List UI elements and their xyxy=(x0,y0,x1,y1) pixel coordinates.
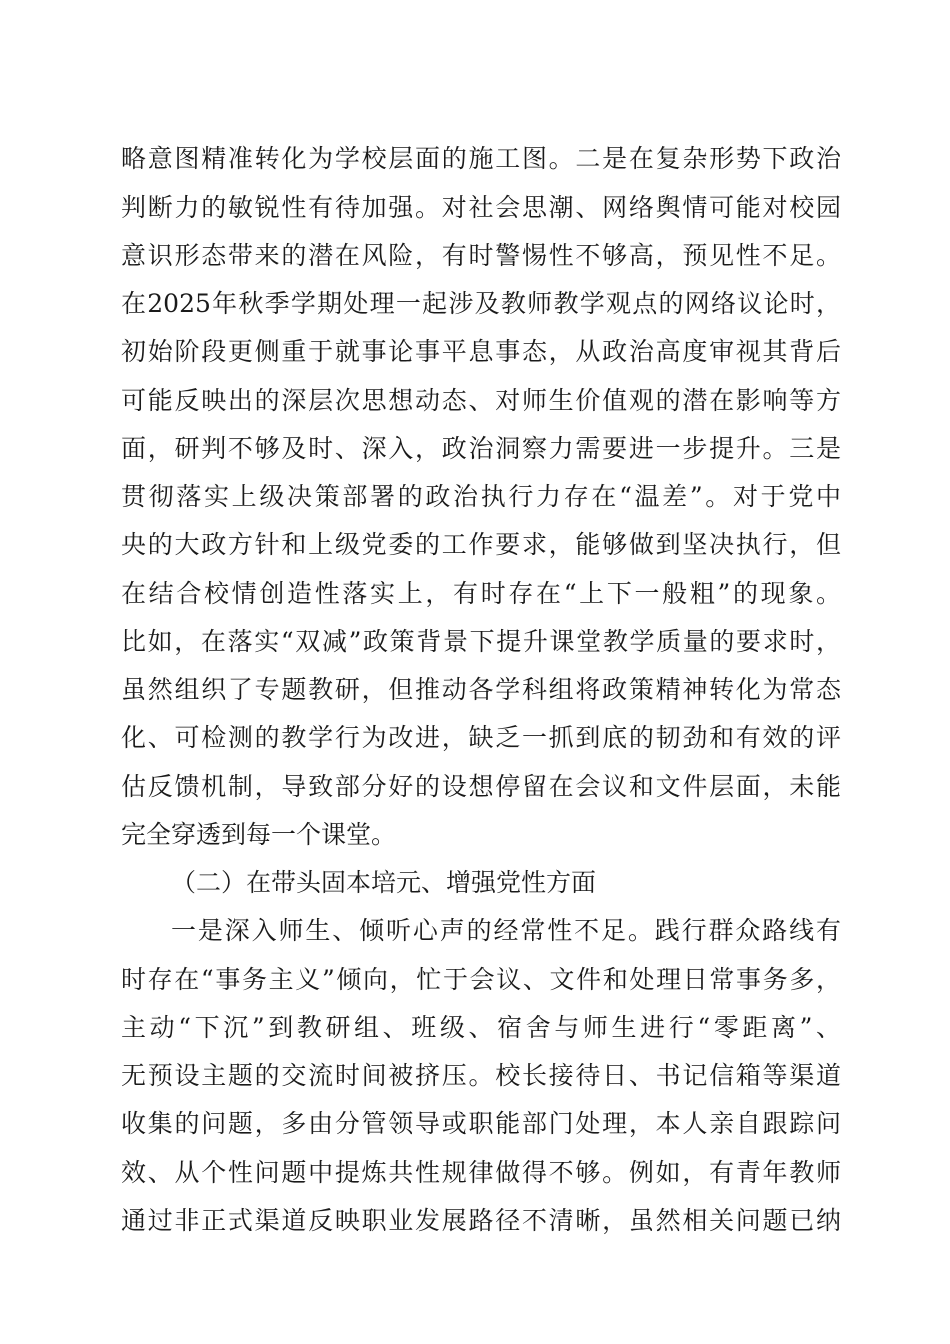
paragraph-2-line-4: 无预设主题的交流时间被挤压。校长接待日、书记信箱等渠道 xyxy=(121,1061,841,1090)
paragraph-2-line-7: 通过非正式渠道反映职业发展路径不清晰，虽然相关问题已纳 xyxy=(121,1206,841,1235)
paragraph-1-line-7: 面，研判不够及时、深入，政治洞察力需要进一步提升。三是 xyxy=(121,434,841,463)
paragraph-1-line-2: 判断力的敏锐性有待加强。对社会思潮、网络舆情可能对校园 xyxy=(121,193,841,222)
paragraph-1-line-9: 央的大政方针和上级党委的工作要求，能够做到坚决执行，但 xyxy=(121,530,841,559)
paragraph-1-line-3: 意识形态带来的潜在风险，有时警惕性不够高，预见性不足。 xyxy=(121,241,841,270)
paragraph-1-line-4: 在2025年秋季学期处理一起涉及教师教学观点的网络议论时， xyxy=(121,289,841,318)
paragraph-1-line-5: 初始阶段更侧重于就事论事平息事态，从政治高度审视其背后 xyxy=(121,337,841,366)
paragraph-1-line-10: 在结合校情创造性落实上，有时存在“上下一般粗”的现象。 xyxy=(121,579,841,608)
paragraph-1-line-8: 贯彻落实上级决策部署的政治执行力存在“温差”。对于党中 xyxy=(121,482,841,511)
paragraph-2-line-1: 一是深入师生、倾听心声的经常性不足。践行群众路线有 xyxy=(171,916,841,945)
paragraph-1-line-11: 比如，在落实“双减”政策背景下提升课堂教学质量的要求时， xyxy=(121,627,841,656)
paragraph-2-line-6: 效、从个性问题中提炼共性规律做得不够。例如，有青年教师 xyxy=(121,1158,841,1187)
paragraph-1-line-12: 虽然组织了专题教研，但推动各学科组将政策精神转化为常态 xyxy=(121,675,841,704)
paragraph-1-line-6: 可能反映出的深层次思想动态、对师生价值观的潜在影响等方 xyxy=(121,386,841,415)
paragraph-1-line-14: 估反馈机制，导致部分好的设想停留在会议和文件层面，未能 xyxy=(121,772,841,801)
paragraph-1-line-13: 化、可检测的教学行为改进，缺乏一抓到底的韧劲和有效的评 xyxy=(121,723,841,752)
paragraph-1-line-1: 略意图精准转化为学校层面的施工图。二是在复杂形势下政治 xyxy=(121,144,841,173)
section-heading: （二）在带头固本培元、增强党性方面 xyxy=(171,868,597,897)
paragraph-2-line-2: 时存在“事务主义”倾向，忙于会议、文件和处理日常事务多， xyxy=(121,965,841,994)
paragraph-2-line-3: 主动“下沉”到教研组、班级、宿舍与师生进行“零距离”、 xyxy=(121,1013,841,1042)
paragraph-2-line-5: 收集的问题，多由分管领导或职能部门处理，本人亲自跟踪问 xyxy=(121,1109,841,1138)
paragraph-1-line-15: 完全穿透到每一个课堂。 xyxy=(121,820,397,849)
